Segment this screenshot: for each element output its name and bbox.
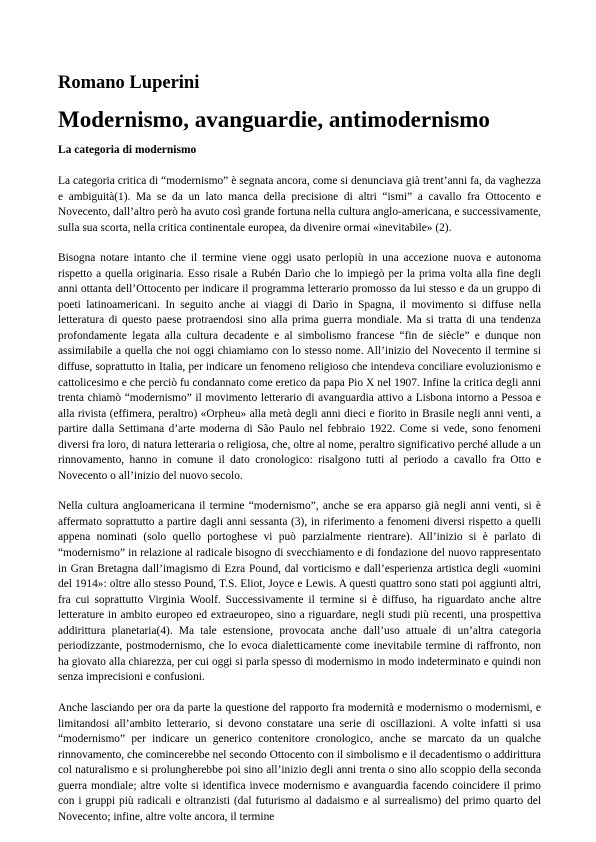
document-page [58, 72, 541, 840]
section-heading: La categoria di modernismo [58, 144, 197, 156]
document-title: Modernismo, avanguardie, antimodernismo [58, 107, 490, 132]
paragraph-3: Nella cultura angloamericana il termine “modernismo”, anche se era apparso già negli anni venti, si è affermato soprattutto a partire dagli anni sessanta (3), in riferimento a fenomeni diversi rispetto a quelli appena nominati (solo quello portoghese vi può parzialmente rientrare). All’inizio si è parlato di “modernismo” in relazione al radicale bisogno di svecchiamento e di fondazione del nuovo rappresentato in Gran Bretagna dall’imagismo di Ezra Pound, dal vorticismo e dall’esperienza artistica degli «uomini del 1914»: oltre allo stesso Pound, T.S. Eliot, Joyce e Lewis. A questi quattro sono stati poi aggiunti altri, fra cui soprattutto Virginia Woolf. Successivamente il termine si è diffuso, ha riguardato anche altre letterature in ambito europeo ed extraeuropeo, sino a riguardare, negli studi più recenti, una prospettiva addirittura planetaria(4). Ma tale estensione, provocata anche dall’uso attuale di un’altra categoria periodizzante, postmodernismo, che lo evoca dialetticamente come inevitabile termine di raffronto, non ha giovato alla chiarezza, per cui oggi si parla spesso di modernismo in modo indeterminato e quindi non senza imprecisioni e confusioni. [58, 500, 541, 684]
paragraph-4: Anche lasciando per ora da parte la questione del rapporto fra modernità e modernismo o modernismi, e limitandosi all’ambito letterario, si devono constatare una serie di oscillazioni. A volte infatti si usa “modernismo” per indicare un generico contenitore cronologico, anche se marcato da un qualche rinnovamento, che comincerebbe nel secondo Ottocento con il simbolismo e il decadentismo o addirittura col naturalismo e si prolungherebbe poi sino all’inizio degli anni trenta o sino allo scoppio della seconda guerra mondiale; altre volte si identifica invece modernismo e avanguardia facendo coincidere il primo con i gruppi più radicali e oltranzisti (dal futurismo al dadaismo e al surrealismo) del primo quarto del Novecento; infine, altre volte ancora, il termine [58, 701, 541, 823]
paragraph-1: La categoria critica di “modernismo” è segnata ancora, come si denunciava già trent’anni fa, da vaghezza e ambiguità(1). Ma se da un lato manca della precisione di altri “ismi” a cavallo fra Ottocento e Novecento, dall’altro però ha avuto così grande fortuna nella cultura anglo-americana, e successivamente, sulla sua scorta, nella critica continentale europea, da divenire ormai «inevitabile» (2). [58, 175, 541, 234]
author-name: Romano Luperini [58, 73, 200, 93]
paragraph-2: Bisogna notare intanto che il termine viene oggi usato perlopiù in una accezione nuova e autonoma rispetto a quella originaria. Esso risale a Rubén Darìо che lo impiegò per la prima volta alla fine degli anni ottanta dell’Ottocento per indicare il programma letterario promosso da lui stesso e da un gruppo di poeti latinoamericani. In seguito anche ai viaggi di Darìо in Spagna, il movimento si diffuse nella letteratura di questo paese protraendosi sino alla prima guerra mondiale. Ma si tratta di una tendenza profondamente legata alla cultura decadente e al simbolismo francese “fin de siècle” e dunque non assimilabile a quella che noi oggi chiamiamo con lo stesso nome. All’inizio del Novecento il termine si diffuse, soprattutto in Italia, per indicare un fenomeno religioso che intendeva conciliare evoluzionismo e cattolicesimo e che perciò fu condannato come eretico da papa Pio X nel 1907. Infine la critica degli anni trenta chiamò “modernismo” il movimento letterario di avanguardia attivo a Lisbona intorno a Pessoa e alla rivista (effimera, peraltro) «Orpheu» alla metà degli anni dieci e fiorito in Brasile negli anni venti, a partire dalla Settimana d’arte moderna di São Paulo nel febbraio 1922. Come si vede, sono fenomeni diversi fra loro, di natura letteraria o religiosa, che, oltre al nome, peraltro significativo perché allude a un rinnovamento, hanno in comune il dato cronologico: risalgono tutti al periodo a cavallo fra Otto e Novecento o all’inizio del nuovo secolo. [58, 252, 541, 482]
